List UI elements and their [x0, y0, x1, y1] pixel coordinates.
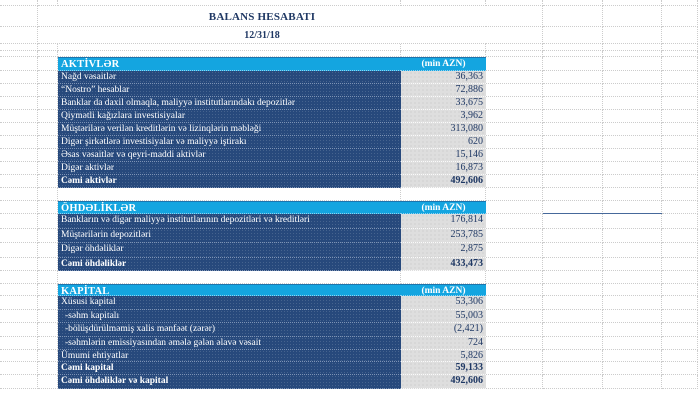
table-row [58, 243, 486, 258]
row-label: Digər öhdəliklər [58, 243, 401, 258]
empty-cell [603, 44, 662, 51]
total-label: Cəmi öhdəliklər [58, 258, 401, 271]
table-row [58, 110, 486, 123]
row-label: Xüsusi kapital [58, 296, 401, 310]
empty-cell [486, 110, 543, 123]
table-row [58, 84, 486, 97]
empty-cell [662, 350, 698, 362]
empty-cell [486, 27, 543, 44]
empty-cell [662, 97, 698, 110]
empty-cell [486, 149, 543, 162]
empty-cell [38, 201, 58, 214]
empty-cell [0, 375, 38, 389]
empty-cell [603, 6, 662, 27]
empty-cell [486, 337, 543, 350]
empty-cell [662, 27, 698, 44]
empty-cell [38, 310, 58, 323]
empty-cell [543, 229, 603, 243]
empty-cell [662, 310, 698, 323]
grand-total-row [58, 375, 486, 389]
row-value: 620 [401, 136, 486, 149]
empty-cell [0, 337, 38, 350]
empty-cell [603, 57, 662, 71]
empty-cell [486, 71, 543, 84]
empty-cell [0, 323, 38, 337]
empty-cell [38, 258, 58, 271]
empty-cell [662, 175, 698, 188]
empty-cell [662, 57, 698, 71]
empty-cell [0, 84, 38, 97]
row-value: 3,962 [401, 110, 486, 123]
table-row [58, 310, 486, 323]
empty-cell [603, 188, 662, 201]
total-label: Cəmi kapital [58, 362, 401, 375]
section-title: KAPİTAL [58, 284, 401, 296]
empty-cell [662, 6, 698, 27]
empty-cell [0, 214, 38, 229]
empty-cell [543, 97, 603, 110]
stray-cell-border [543, 213, 662, 214]
section-header-capital [58, 284, 486, 296]
empty-cell [603, 162, 662, 175]
row-value: 2,875 [401, 243, 486, 258]
row-value: 72,886 [401, 84, 486, 97]
empty-cell [486, 162, 543, 175]
empty-cell [38, 162, 58, 175]
row-label: -bölüşdürülməmiş xalis mənfəət (zərər) [58, 323, 401, 337]
empty-cell [603, 362, 662, 375]
empty-cell [0, 258, 38, 271]
empty-cell [543, 337, 603, 350]
empty-cell [486, 229, 543, 243]
empty-cell [662, 110, 698, 123]
unit-label: (min AZN) [401, 284, 486, 296]
table-row [58, 350, 486, 362]
empty-cell [0, 110, 38, 123]
table-row [58, 323, 486, 337]
empty-cell [38, 123, 58, 136]
empty-cell [0, 229, 38, 243]
row-value: 53,306 [401, 296, 486, 310]
empty-cell [662, 136, 698, 149]
empty-cell [0, 296, 38, 310]
empty-cell [38, 229, 58, 243]
empty-cell [543, 57, 603, 71]
empty-cell [603, 243, 662, 258]
empty-cell [38, 110, 58, 123]
empty-cell [543, 350, 603, 362]
empty-cell [603, 296, 662, 310]
empty-cell [486, 84, 543, 97]
empty-cell [486, 6, 543, 27]
row-label: Digər şirkətlərə investisiyalar və maliyyə iştirakı [58, 136, 401, 149]
empty-cell [0, 123, 38, 136]
empty-cell [38, 71, 58, 84]
table-row [58, 337, 486, 350]
empty-cell [603, 27, 662, 44]
empty-cell [662, 284, 698, 296]
empty-cell [543, 310, 603, 323]
empty-cell [0, 201, 38, 214]
row-label: Nağd vəsaitlər [58, 71, 401, 84]
table-row [58, 71, 486, 84]
empty-cell [543, 44, 603, 51]
total-value: 433,473 [401, 258, 486, 271]
empty-cell [603, 149, 662, 162]
row-value: 724 [401, 337, 486, 350]
table-row [58, 214, 486, 229]
empty-cell [38, 296, 58, 310]
empty-cell [543, 362, 603, 375]
empty-cell [0, 44, 38, 51]
empty-cell [486, 271, 543, 284]
empty-cell [603, 350, 662, 362]
table-row [58, 123, 486, 136]
empty-cell [0, 350, 38, 362]
empty-cell [543, 27, 603, 44]
empty-cell [603, 214, 662, 229]
empty-cell [38, 97, 58, 110]
table-row [58, 149, 486, 162]
empty-cell [543, 375, 603, 389]
empty-cell [603, 375, 662, 389]
empty-cell [38, 337, 58, 350]
empty-cell [543, 271, 603, 284]
empty-cell [486, 123, 543, 136]
empty-cell [662, 84, 698, 97]
table-row [58, 296, 486, 310]
empty-cell [38, 323, 58, 337]
empty-cell [0, 243, 38, 258]
empty-cell [662, 362, 698, 375]
empty-cell [0, 284, 38, 296]
empty-cell [543, 243, 603, 258]
empty-cell [0, 310, 38, 323]
empty-cell [662, 323, 698, 337]
empty-cell [543, 162, 603, 175]
empty-cell [662, 375, 698, 389]
empty-cell [603, 110, 662, 123]
row-label: Müştərilərə verilən kreditlərin və lizinqlərin məbləği [58, 123, 401, 136]
empty-cell [543, 258, 603, 271]
empty-cell [662, 229, 698, 243]
section-header-assets [58, 57, 486, 71]
empty-cell [38, 362, 58, 375]
empty-cell [486, 175, 543, 188]
empty-cell [38, 84, 58, 97]
empty-cell [662, 149, 698, 162]
empty-cell [543, 296, 603, 310]
table-row [58, 97, 486, 110]
row-value: 36,363 [401, 71, 486, 84]
row-value: 5,826 [401, 350, 486, 362]
empty-cell [0, 136, 38, 149]
empty-cell [38, 271, 58, 284]
row-value: 176,814 [401, 214, 486, 229]
empty-cell [662, 44, 698, 51]
empty-cell [543, 214, 603, 229]
empty-cell [543, 284, 603, 296]
empty-cell [543, 84, 603, 97]
empty-cell [603, 175, 662, 188]
total-row-assets [58, 175, 486, 188]
empty-cell [486, 97, 543, 110]
empty-cell [38, 149, 58, 162]
empty-cell [38, 284, 58, 296]
report-title: BALANS HESABATI [38, 6, 486, 27]
empty-cell [0, 149, 38, 162]
empty-cell [543, 323, 603, 337]
empty-cell [38, 44, 58, 51]
empty-cell [603, 337, 662, 350]
empty-cell [38, 188, 58, 201]
empty-cell [486, 44, 543, 51]
row-label: Ümumi ehtiyatlar [58, 350, 401, 362]
table-row [58, 229, 486, 243]
row-label: “Nostro” hesablar [58, 84, 401, 97]
empty-cell [543, 71, 603, 84]
total-label: Cəmi aktivlər [58, 175, 401, 188]
row-value: 16,873 [401, 162, 486, 175]
row-value: 33,675 [401, 97, 486, 110]
empty-cell [0, 57, 38, 71]
empty-cell [486, 258, 543, 271]
empty-cell [603, 258, 662, 271]
empty-cell [662, 243, 698, 258]
row-label: Müştərilərin depozitləri [58, 229, 401, 243]
empty-cell [38, 175, 58, 188]
grand-total-value: 492,606 [401, 375, 486, 389]
empty-cell [662, 162, 698, 175]
empty-cell [486, 243, 543, 258]
empty-cell [0, 175, 38, 188]
balance-table [58, 57, 486, 389]
empty-cell [662, 201, 698, 214]
empty-cell [662, 123, 698, 136]
empty-cell [486, 284, 543, 296]
empty-cell [0, 162, 38, 175]
row-label: Əsas vəsaitlər və qeyri-maddi aktivlər [58, 149, 401, 162]
empty-cell [662, 296, 698, 310]
empty-cell [603, 123, 662, 136]
row-value: 253,785 [401, 229, 486, 243]
row-value: 55,003 [401, 310, 486, 323]
total-row-liabilities [58, 258, 486, 271]
total-row-capital [58, 362, 486, 375]
empty-cell [486, 323, 543, 337]
empty-cell [38, 375, 58, 389]
empty-cell [543, 123, 603, 136]
empty-cell [0, 271, 38, 284]
empty-cell [543, 188, 603, 201]
total-value: 492,606 [401, 175, 486, 188]
empty-cell [603, 84, 662, 97]
empty-cell [486, 296, 543, 310]
empty-cell [662, 214, 698, 229]
empty-cell [543, 136, 603, 149]
empty-cell [486, 350, 543, 362]
empty-cell [662, 337, 698, 350]
empty-cell [486, 375, 543, 389]
grand-total-label: Cəmi öhdəliklər və kapital [58, 375, 401, 389]
empty-cell [603, 97, 662, 110]
blank-row [58, 188, 486, 201]
empty-cell [38, 136, 58, 149]
empty-cell [543, 175, 603, 188]
row-label: Banklar da daxil olmaqla, maliyyə institutlarındakı depozitlər [58, 97, 401, 110]
empty-cell [543, 149, 603, 162]
section-header-liabilities [58, 201, 486, 214]
empty-cell [603, 71, 662, 84]
empty-cell [543, 6, 603, 27]
empty-cell [603, 136, 662, 149]
empty-cell [662, 271, 698, 284]
empty-cell [486, 362, 543, 375]
empty-cell [0, 71, 38, 84]
empty-cell [0, 27, 38, 44]
table-row [58, 136, 486, 149]
empty-cell [0, 362, 38, 375]
empty-cell [38, 350, 58, 362]
empty-cell [662, 71, 698, 84]
empty-cell [38, 214, 58, 229]
row-value: 313,080 [401, 123, 486, 136]
row-label: Digər aktivlər [58, 162, 401, 175]
empty-cell [486, 214, 543, 229]
empty-cell [401, 44, 486, 51]
empty-cell [603, 229, 662, 243]
empty-cell [486, 188, 543, 201]
empty-cell [486, 136, 543, 149]
row-value: (2,421) [401, 323, 486, 337]
row-label: Qiymətli kağızlara investisiyalar [58, 110, 401, 123]
section-title: AKTİVLƏR [58, 57, 401, 71]
empty-cell [543, 110, 603, 123]
empty-cell [603, 323, 662, 337]
empty-cell [486, 57, 543, 71]
row-label: Bankların və digər maliyyə institutlarının depozitləri və kreditləri [58, 214, 401, 229]
row-value: 15,146 [401, 149, 486, 162]
empty-cell [603, 284, 662, 296]
blank-row [58, 271, 486, 284]
empty-cell [603, 271, 662, 284]
empty-cell [0, 188, 38, 201]
table-row [58, 162, 486, 175]
empty-cell [662, 188, 698, 201]
empty-cell [38, 243, 58, 258]
total-value: 59,133 [401, 362, 486, 375]
unit-label: (min AZN) [401, 57, 486, 71]
section-title: ÖHDƏLİKLƏR [58, 201, 401, 214]
empty-cell [58, 44, 401, 51]
empty-cell [38, 57, 58, 71]
empty-cell [486, 201, 543, 214]
empty-cell [486, 310, 543, 323]
empty-cell [603, 310, 662, 323]
unit-label: (min AZN) [401, 201, 486, 214]
empty-cell [662, 258, 698, 271]
row-label: -səhm kapitalı [58, 310, 401, 323]
empty-cell [0, 6, 38, 27]
empty-cell [0, 97, 38, 110]
row-label: -səhmlərin emissiyasından əmələ gələn əlavə vəsait [58, 337, 401, 350]
report-date: 12/31/18 [38, 27, 486, 44]
